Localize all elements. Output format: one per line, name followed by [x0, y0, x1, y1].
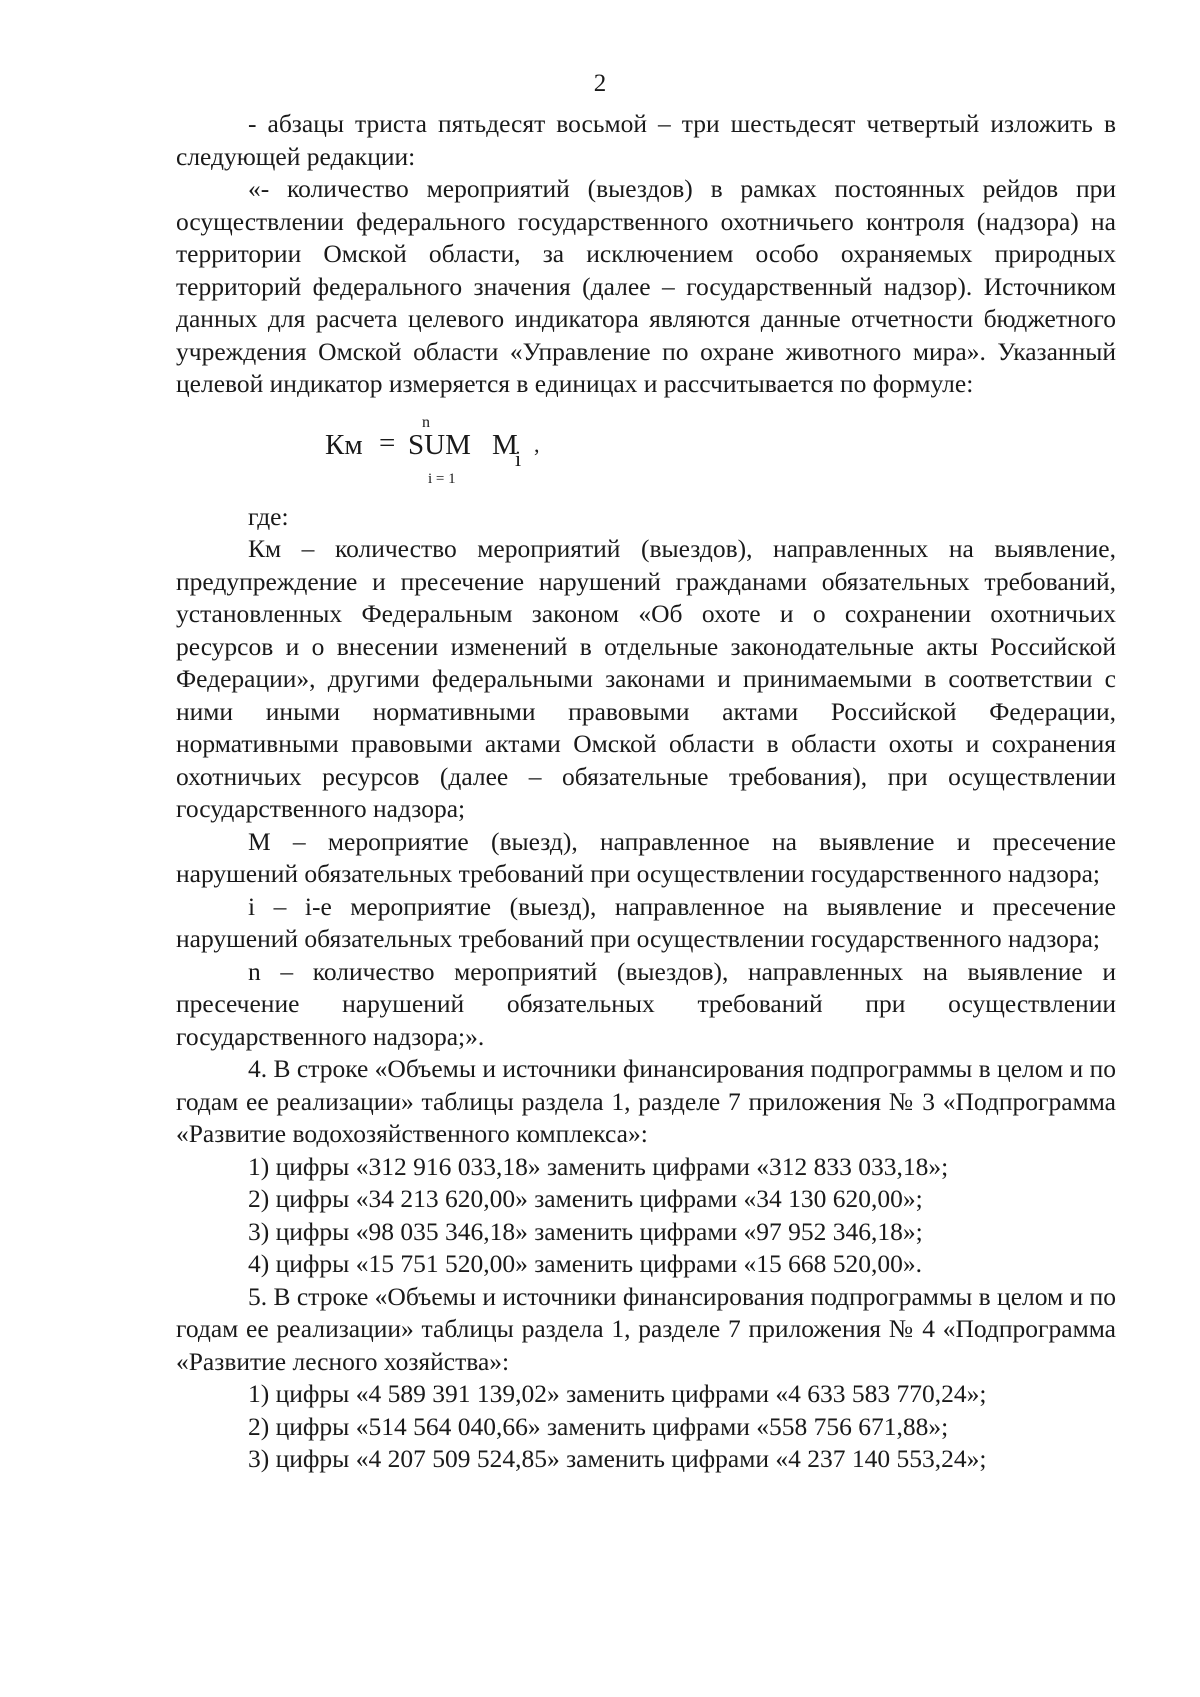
formula-comma: , — [534, 431, 540, 457]
paragraph-section-4: 4. В строке «Объемы и источники финансирования подпрограммы в целом и по годам ее реализации» таблицы раздела 1, разделе 7 приложения № 3 «Подпрограмма «Развитие водохозяйственного комплекса»: — [176, 1054, 1116, 1148]
list-item: 3) цифры «98 035 346,18» заменить цифрами «97 952 346,18»; — [248, 1216, 923, 1246]
list-item: 1) цифры «312 916 033,18» заменить цифрами «312 833 033,18»; — [248, 1151, 949, 1181]
list-item: 2) цифры «514 564 040,66» заменить цифрами «558 756 671,88»; — [248, 1411, 949, 1441]
formula-equals: = — [379, 426, 396, 459]
formula-lhs: Км — [325, 428, 363, 461]
list-item: 4) цифры «15 751 520,00» заменить цифрами «15 668 520,00». — [248, 1249, 923, 1278]
list-item: 1) цифры «4 589 391 139,02» заменить цифрами «4 633 583 770,24»; — [248, 1379, 987, 1408]
formula — [176, 407, 1116, 495]
paragraph-indicator-definition: «- количество мероприятий (выездов) в рамках постоянных рейдов при осуществлении федерального государственного охотничьего контроля (надзора) на территории Омской области, за исключением особо охраняемых природных территорий федерального значения (далее – государственный надзор). Источником данных для расчета целевого индикатора являются данные отчетности бюджетного учреждения Омской области «Управление по охране животного мира». Указанный целевой индикатор измеряется в единицах и рассчитывается по формуле: — [176, 174, 1116, 398]
document-body — [176, 108, 1116, 1476]
page-number: 2 — [593, 70, 607, 97]
formula-lower-limit: i = 1 — [428, 470, 456, 487]
formula-operator: SUM — [408, 428, 471, 461]
paragraph-n-definition: n – количество мероприятий (выездов), направленных на выявление и пресечение нарушений обязательных требований при осуществлении государственного надзора;». — [176, 956, 1116, 1051]
formula-term: M — [492, 428, 518, 461]
formula-upper-limit: n — [422, 413, 430, 431]
paragraph-i-definition: i – i-е мероприятие (выезд), направленное на выявление и пресечение нарушений обязательных требований при осуществлении государственного надзора; — [176, 891, 1116, 953]
paragraph-intro: - абзацы триста пятьдесят восьмой – три шестьдесят четвертый изложить в следующей редакции: — [176, 109, 1116, 171]
list-item: 3) цифры «4 207 509 524,85» заменить цифрами «4 237 140 553,24»; — [248, 1444, 987, 1473]
paragraph-km-definition: Км – количество мероприятий (выездов), направленных на выявление, предупреждение и пресечение нарушений гражданами обязательных требований, установленных Федеральным законом «Об охоте и о сохранении охотничьих ресурсов и о внесении изменений в отдельные законодательные акты Российской Федерации», другими федеральными законами и принимаемыми в соответствии с ними иными нормативными правовыми актами Российской Федерации, нормативными правовыми актами Омской области в области охоты и сохранения охотничьих ресурсов (далее – обязательные требования), при осуществлении государственного надзора; — [176, 534, 1116, 823]
list-item: 2) цифры «34 213 620,00» заменить цифрами «34 130 620,00»; — [248, 1184, 923, 1213]
paragraph-m-definition: М – мероприятие (выезд), направленное на выявление и пресечение нарушений обязательных требований при осуществлении государственного надзора; — [176, 826, 1116, 888]
formula-subscript: i — [515, 445, 522, 471]
paragraph-section-5: 5. В строке «Объемы и источники финансирования подпрограммы в целом и по годам ее реализации» таблицы раздела 1, разделе 7 приложения № 4 «Подпрограмма «Развитие лесного хозяйства»: — [176, 1281, 1116, 1376]
paragraph-where: где: — [248, 501, 289, 531]
